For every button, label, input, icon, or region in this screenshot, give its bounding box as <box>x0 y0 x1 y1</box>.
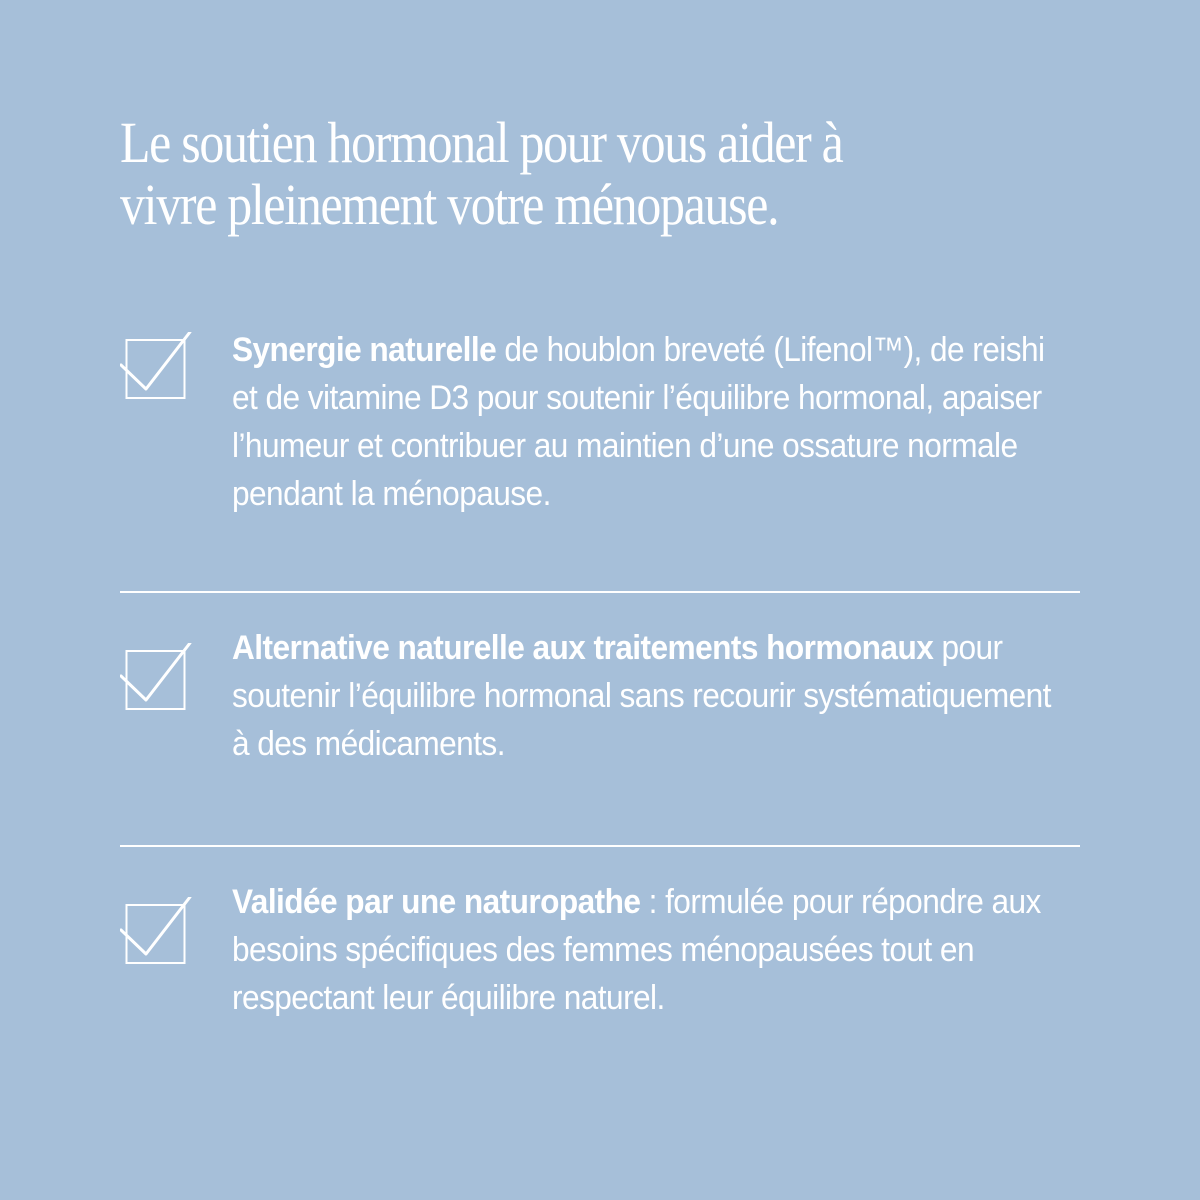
benefit-bold-1: Synergie naturelle <box>232 331 497 369</box>
checkbox-checked-icon <box>120 332 196 408</box>
headline-line-1: Le soutien hormonal pour vous aider à <box>120 110 843 175</box>
checkbox-checked-icon <box>120 897 196 973</box>
divider-2 <box>120 845 1080 847</box>
benefit-body-1: de houblon breveté (Lifenol™), de reishi et de vitamine D3 pour soutenir l’équilibre hormonal, apaiser l’humeur et contribuer au maintien d’une ossature normale pendant la ménopause. <box>232 331 1045 513</box>
benefit-body-2: pour soutenir l’équilibre hormonal sans recourir systématiquement à des médicaments. <box>232 629 1051 763</box>
benefit-bold-3: Validée par une naturopathe <box>232 883 641 921</box>
benefit-body-3: : formulée pour répondre aux besoins spécifiques des femmes ménopausées tout en respectant leur équilibre naturel. <box>232 883 1041 1017</box>
checkbox-checked-icon <box>120 643 196 719</box>
headline <box>120 112 1100 236</box>
headline-line-2: vivre pleinement votre ménopause. <box>120 172 779 237</box>
benefit-bold-2: Alternative naturelle aux traitements hormonaux <box>232 629 934 667</box>
divider-1 <box>120 591 1080 593</box>
benefit-text-1 <box>232 326 1069 518</box>
benefit-text-3 <box>232 878 1069 1022</box>
benefit-text-2 <box>232 624 1069 768</box>
